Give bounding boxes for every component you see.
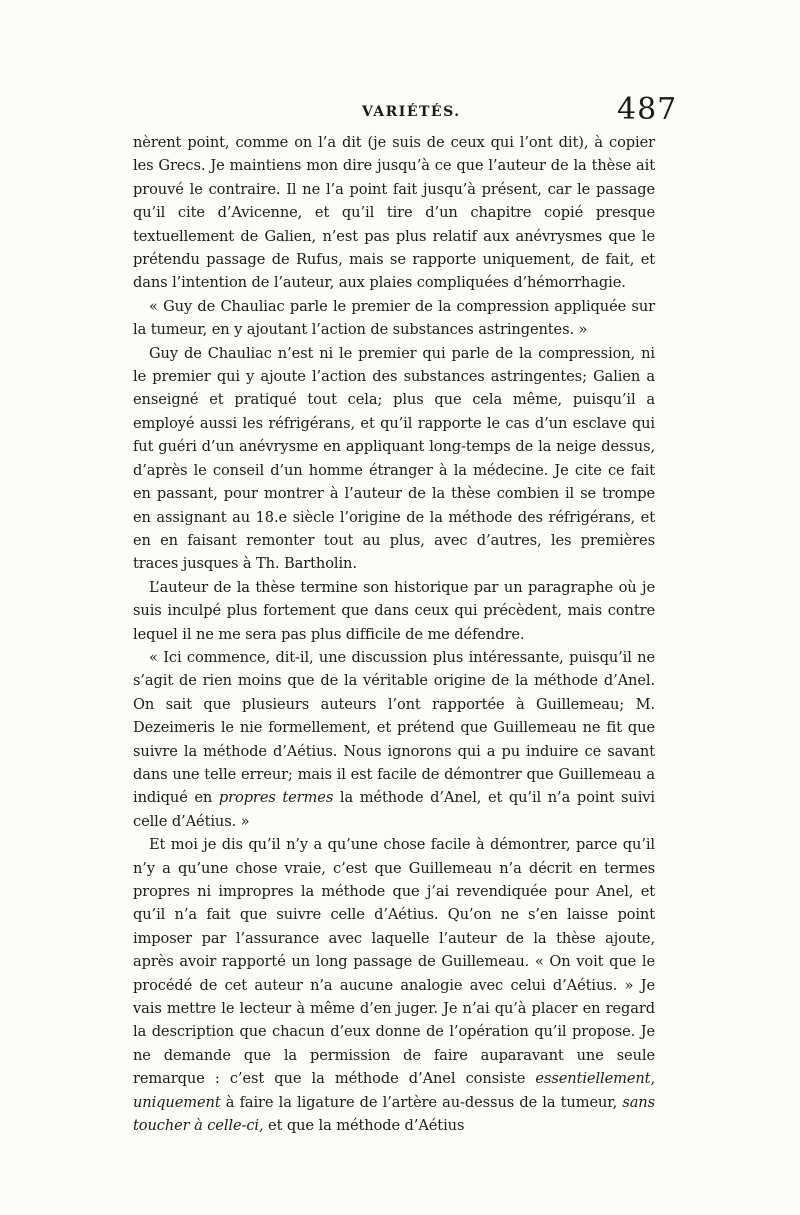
- italic-phrase: sans toucher à celle-ci: [133, 1093, 655, 1135]
- running-title: VARIÉTÉS.: [362, 104, 461, 120]
- italic-phrase: propres termes: [218, 789, 334, 807]
- paragraph-text: L’auteur de la thèse termine son historique par un paragraphe où je suis inculpé plus fortement que dans ceux qui précèdent, mais contre lequel il ne me sera pas plus difficile de me défendre.: [133, 578, 655, 643]
- paragraph-text: Guy de Chauliac n’est ni le premier qui parle de la compression, ni le premier qui y ajoute l’action des substances astringentes; Galien a enseigné et pratiqué tout cela; plus que cela même, puisqu’il a employé aussi les réfrigérans, et qu’il rapporte le cas d’un esclave qui fut guéri d’un anévrysme en appliquant long-temps de la neige dessus, d’après le conseil d’un homme étranger à la médecine. Je cite ce fait en passant, pour montrer à l’auteur de la thèse combien il se trompe en assignant au 18.e siècle l’origine de la méthode des réfrigérans, et en en faisant remonter tout au plus, avec d’autres, les premières traces jusques à Th. Bartholin.: [133, 344, 655, 573]
- paragraph-text: la méthode d’Anel, et qu’il n’a point suivi celle d’Aétius. »: [133, 789, 656, 830]
- paragraph: [133, 646, 655, 833]
- paragraph: [133, 342, 655, 576]
- running-head: [0, 92, 800, 132]
- italic-phrase: essentiellement: [535, 1070, 651, 1088]
- paragraph-text: Et moi je dis qu’il n’y a qu’une chose facile à démontrer, parce qu’il n’y a qu’une chose vraie, c’est que Guillemeau n’a décrit en termes propres ni impropres la méthode que j’ai revendiquée pour Anel, et qu’il n’a fait que suivre celle d’Aétius. Qu’on ne s’en laisse point imposer par l’assurance avec laquelle l’auteur de la thèse ajoute, après avoir rapporté un long passage de Guillemeau. « On voit que le procédé de cet auteur n’a aucune analogie avec celui d’Aétius. » Je vais mettre le lecteur à même d’en juger. Je n’ai qu’à placer en regard la description que chacun d’eux donne de l’opération qu’il propose. Je ne demande que la permission de faire auparavant une seule remarque : c’est que la méthode d’Anel consiste: [133, 836, 655, 1088]
- paragraph: [133, 576, 655, 646]
- paragraph-text: « Ici commence, dit-il, une discussion plus intéressante, puisqu’il ne s’agit de rien moins que de la véritable origine de la méthode d’Anel. On sait que plusieurs auteurs l’ont rapportée à Guillemeau; M. Dezeimeris le nie formellement, et prétend que Guillemeau ne fit que suivre la méthode d’Aétius. Nous ignorons qui a pu induire ce savant dans une telle erreur; mais il est facile de démontrer que Guillemeau a indiqué en: [133, 648, 655, 807]
- paragraph: [133, 131, 655, 295]
- page-number: 487: [617, 92, 678, 127]
- paragraph-text: « Guy de Chauliac parle le premier de la compression appliquée sur la tumeur, en y ajoutant l’action de substances astringentes. »: [133, 297, 655, 339]
- paragraph: [133, 295, 655, 342]
- paragraph-text: , et que la méthode d’Aétius: [258, 1117, 465, 1135]
- paragraph-text: ,: [650, 1070, 655, 1088]
- paragraph-text: à faire la ligature de l’artère au-dessus de la tumeur,: [220, 1093, 623, 1111]
- paragraph: [133, 833, 655, 1137]
- paragraph-text: nèrent point, comme on l’a dit (je suis de ceux qui l’ont dit), à copier les Grecs. Je maintiens mon dire jusqu’à ce que l’auteur de la thèse ait prouvé le contraire. Il ne l’a point fait jusqu’à présent, car le passage qu’il cite d’Avicenne, et qu’il tire d’un chapitre copié presque textuellement de Galien, n’est pas plus relatif aux anévrysmes que le prétendu passage de Rufus, mais se rapporte uniquement, de fait, et dans l’intention de l’auteur, aux plaies compliquées d’hémorrhagie.: [133, 134, 655, 292]
- italic-phrase: uniquement: [133, 1093, 221, 1111]
- body-text: [133, 131, 655, 1137]
